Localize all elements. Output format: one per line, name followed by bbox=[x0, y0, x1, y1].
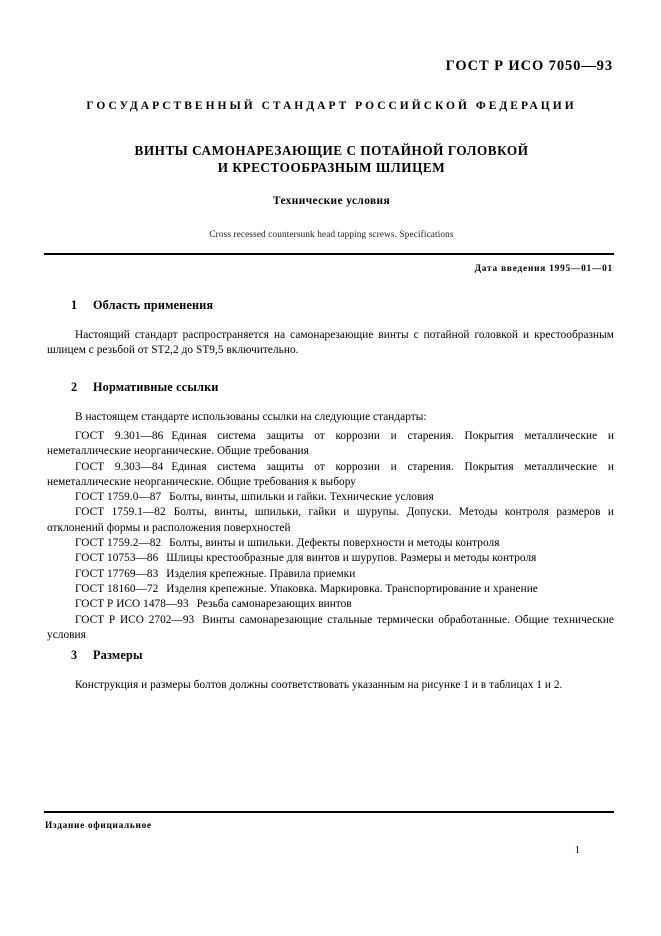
reference-code: ГОСТ 9.301—86 bbox=[75, 430, 164, 442]
reference-text: Единая система защиты от коррозии и старения. Покрытия металлические и неметаллические неорганические. Общие требования bbox=[47, 430, 614, 458]
references-list bbox=[47, 429, 614, 643]
reference-item bbox=[47, 582, 614, 597]
section-number-3: 3 bbox=[71, 648, 78, 662]
edition-note: Издание официальное bbox=[45, 821, 152, 831]
reference-text: Изделия крепежные. Упаковка. Маркировка. Транспортирование и хранение bbox=[166, 582, 538, 595]
footer-divider bbox=[44, 811, 614, 813]
reference-text: Резьба самонарезающих винтов bbox=[196, 598, 352, 611]
document-title bbox=[50, 142, 613, 176]
reference-text: Шлицы крестообразные для винтов и шурупов. Размеры и методы контроля bbox=[166, 552, 537, 565]
section-number-2: 2 bbox=[71, 380, 78, 394]
section-number-1: 1 bbox=[71, 298, 78, 312]
document-title-line2: И КРЕСТООБРАЗНЫМ ШЛИЦЕМ bbox=[217, 160, 446, 175]
reference-item bbox=[47, 460, 614, 491]
document-title-line1: ВИНТЫ САМОНАРЕЗАЮЩИЕ С ПОТАЙНОЙ ГОЛОВКОЙ bbox=[134, 143, 529, 158]
reference-item bbox=[47, 505, 614, 536]
reference-item bbox=[47, 490, 614, 505]
reference-code: ГОСТ 17769—83 bbox=[75, 567, 159, 580]
reference-item bbox=[47, 429, 614, 460]
document-title-english: Cross recessed countersunk head tapping screws. Specifications bbox=[209, 229, 454, 239]
reference-code: ГОСТ Р ИСО 1478—93 bbox=[75, 598, 189, 611]
reference-item bbox=[47, 613, 614, 644]
reference-text: Изделия крепежные. Правила приемки bbox=[166, 567, 356, 580]
reference-item bbox=[47, 551, 614, 566]
reference-code: ГОСТ 18160—72 bbox=[75, 582, 159, 595]
scope-paragraph: Настоящий стандарт распространяется на самонарезающие винты с потайной головкой и крестообразным шлицем с резьбой от ST2,2 до ST9,5 включительно. bbox=[47, 329, 614, 357]
reference-code: ГОСТ 10753—86 bbox=[75, 552, 159, 565]
reference-item bbox=[47, 536, 614, 551]
section-title-3: Размеры bbox=[93, 648, 143, 662]
section-title-2: Нормативные ссылки bbox=[93, 380, 219, 394]
references-intro: В настоящем стандарте использованы ссылки на следующие стандарты: bbox=[75, 411, 427, 423]
section-heading-dimensions bbox=[71, 648, 143, 663]
document-subtitle: Технические условия bbox=[272, 195, 391, 207]
dimensions-paragraph: Конструкция и размеры болтов должны соответствовать указанным на рисунке 1 и в таблицах 1 и 2. bbox=[75, 679, 563, 691]
reference-code: ГОСТ 9.303—84 bbox=[75, 460, 164, 473]
reference-item bbox=[47, 567, 614, 582]
section-heading-references bbox=[71, 380, 219, 395]
section-heading-scope bbox=[71, 298, 213, 313]
reference-text: Болты, винты и шпильки. Дефекты поверхности и методы контроля bbox=[169, 537, 500, 550]
reference-item bbox=[47, 597, 614, 612]
standard-number: ГОСТ Р ИСО 7050—93 bbox=[445, 58, 613, 74]
section-title-1: Область применения bbox=[93, 298, 214, 312]
reference-code: ГОСТ 1759.2—82 bbox=[75, 537, 162, 550]
reference-code: ГОСТ Р ИСО 2702—93 bbox=[75, 613, 195, 626]
reference-text: Винты самонарезающие стальные термически обработанные. Общие технические условия bbox=[47, 613, 614, 641]
reference-code: ГОСТ 1759.1—82 bbox=[75, 506, 166, 519]
reference-text: Болты, винты, шпильки и гайки. Технические условия bbox=[169, 491, 434, 504]
reference-text: Единая система защиты от коррозии и старения. Покрытия металлические и неметаллические неорганические. Общие требования к выбору bbox=[47, 460, 614, 488]
header-divider bbox=[44, 253, 614, 255]
reference-text: Болты, винты, шпильки, гайки и шурупы. Допуски. Методы контроля размеров и отклонений формы и расположения поверхностей bbox=[47, 506, 614, 534]
title-block bbox=[50, 142, 613, 239]
reference-code: ГОСТ 1759.0—87 bbox=[75, 491, 162, 504]
federation-header: ГОСУДАРСТВЕННЫЙ СТАНДАРТ РОССИЙСКОЙ ФЕДЕРАЦИИ bbox=[86, 100, 577, 112]
effective-date: Дата введения 1995—01—01 bbox=[474, 264, 613, 274]
page-number: 1 bbox=[574, 845, 580, 856]
